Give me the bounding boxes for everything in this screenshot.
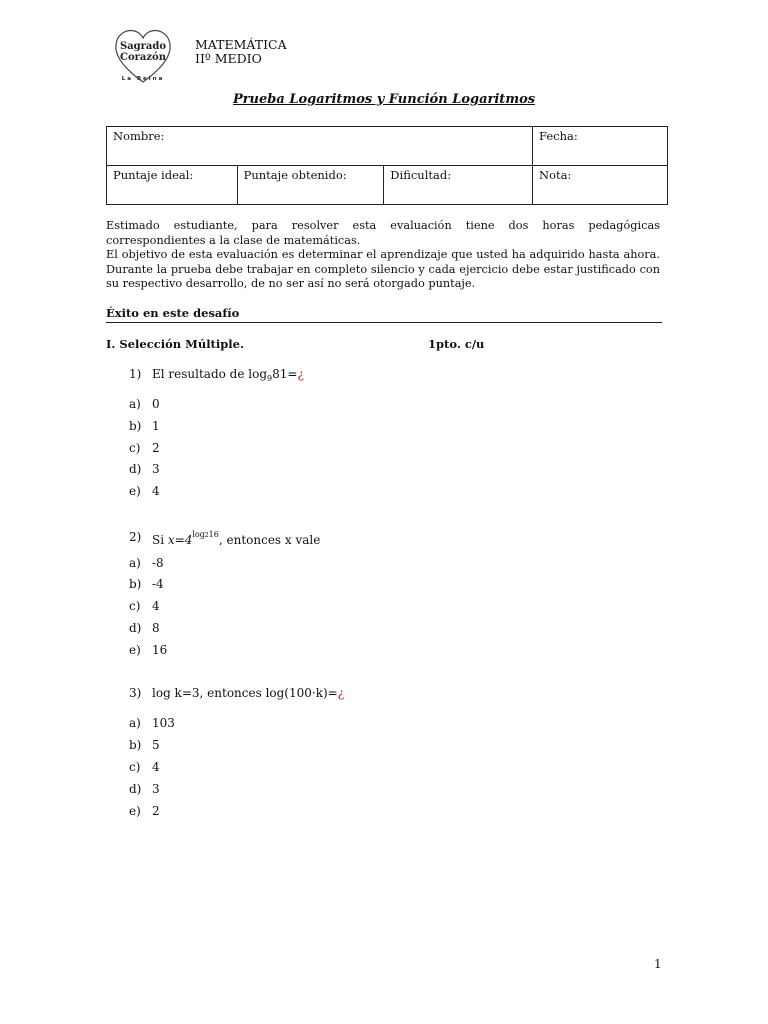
list-item[interactable] [129, 556, 229, 572]
option-letter: b) [129, 738, 142, 752]
date-field[interactable]: Fecha: [533, 127, 668, 166]
logo-line1: Sagrado [119, 41, 167, 52]
option-value: 1 [152, 419, 160, 433]
option-value: -4 [152, 577, 164, 591]
option-letter: a) [129, 397, 141, 411]
option-letter: c) [129, 441, 141, 455]
document-title: Prueba Logaritmos y Función Logaritmos [232, 92, 536, 107]
subject-label: MATEMÁTICA [195, 37, 287, 52]
question-number: 1) [129, 367, 142, 381]
question-mark: ¿ [337, 686, 345, 700]
question-text: , entonces [199, 686, 266, 700]
question-text: Si [152, 533, 168, 547]
list-item[interactable] [129, 760, 229, 776]
document-header [195, 38, 287, 66]
instructions [106, 219, 660, 292]
option-value: 4 [152, 484, 160, 498]
school-logo [108, 22, 178, 88]
option-letter: e) [129, 484, 141, 498]
grade-field[interactable]: Nota: [533, 166, 668, 205]
page-number: 1 [654, 957, 662, 971]
question-suffix: , entonces x vale [218, 533, 321, 547]
math-exponent: log216 [192, 530, 219, 539]
list-item[interactable] [129, 441, 229, 457]
part-points: 1pto. c/u [428, 337, 485, 351]
option-value: 2 [152, 804, 160, 818]
logo-line2: Corazón [120, 52, 166, 63]
option-letter: a) [129, 556, 141, 570]
option-value: 4 [152, 599, 160, 613]
option-value: 103 [152, 716, 175, 730]
list-item[interactable] [129, 716, 229, 732]
question-number: 3) [129, 686, 142, 700]
option-value: 8 [152, 621, 160, 635]
option-letter: d) [129, 462, 142, 476]
list-item[interactable] [129, 577, 229, 593]
question-3 [129, 686, 629, 704]
math-expression: log k=3 [152, 686, 200, 700]
logo-line3: La Reina [121, 76, 165, 82]
list-item[interactable] [129, 599, 229, 615]
ideal-score-field[interactable]: Puntaje ideal: [107, 166, 238, 205]
math-expression: 81= [272, 367, 298, 381]
option-letter: c) [129, 760, 141, 774]
instructions-paragraph-1: Estimado estudiante, para resolver esta evaluación tiene dos horas pedagógicas correspondientes a la clase de matemáticas. [106, 219, 660, 247]
list-item[interactable] [129, 804, 229, 820]
level-label: IIº MEDIO [195, 51, 262, 66]
list-item[interactable] [129, 738, 229, 754]
option-value: 4 [152, 760, 160, 774]
option-value: 3 [152, 782, 160, 796]
option-value: 2 [152, 441, 160, 455]
list-item[interactable] [129, 397, 229, 413]
section-heading: Éxito en este desafío [106, 306, 662, 323]
math-log-base: 9 [267, 374, 273, 383]
option-letter: e) [129, 643, 141, 657]
option-letter: e) [129, 804, 141, 818]
math-expression: log(100·k)= [265, 686, 338, 700]
question-number: 2) [129, 530, 142, 544]
option-letter: b) [129, 577, 142, 591]
obtained-score-field[interactable]: Puntaje obtenido: [237, 166, 384, 205]
difficulty-field[interactable]: Dificultad: [384, 166, 533, 205]
list-item[interactable] [129, 621, 229, 637]
list-item[interactable] [129, 782, 229, 798]
question-1 [129, 367, 629, 385]
student-info-table [106, 126, 668, 205]
part-title: I. Selección Múltiple. [106, 337, 244, 351]
question-text: El resultado de [152, 367, 249, 381]
option-value: 0 [152, 397, 160, 411]
list-item[interactable] [129, 419, 229, 435]
list-item[interactable] [129, 484, 229, 500]
option-value: 16 [152, 643, 168, 657]
heart-logo-icon [108, 22, 178, 88]
option-letter: b) [129, 419, 142, 433]
name-field[interactable]: Nombre: [107, 127, 533, 166]
option-letter: d) [129, 621, 142, 635]
option-letter: a) [129, 716, 141, 730]
math-log: log [248, 367, 268, 381]
list-item[interactable] [129, 462, 229, 478]
question-mark: ¿ [297, 367, 304, 381]
option-value: -8 [152, 556, 164, 570]
option-value: 3 [152, 462, 160, 476]
question-2 [129, 530, 629, 548]
option-value: 5 [152, 738, 160, 752]
option-letter: c) [129, 599, 141, 613]
option-letter: d) [129, 782, 142, 796]
instructions-paragraph-2: El objetivo de esta evaluación es determinar el aprendizaje que usted ha adquirido hasta ahora. Durante la prueba debe trabajar en completo silencio y cada ejercicio debe estar justificado con su respectivo desarrollo, de no ser así no será otorgado puntaje. [106, 248, 660, 291]
math-expression: x=4 [167, 533, 193, 547]
list-item[interactable] [129, 643, 229, 659]
